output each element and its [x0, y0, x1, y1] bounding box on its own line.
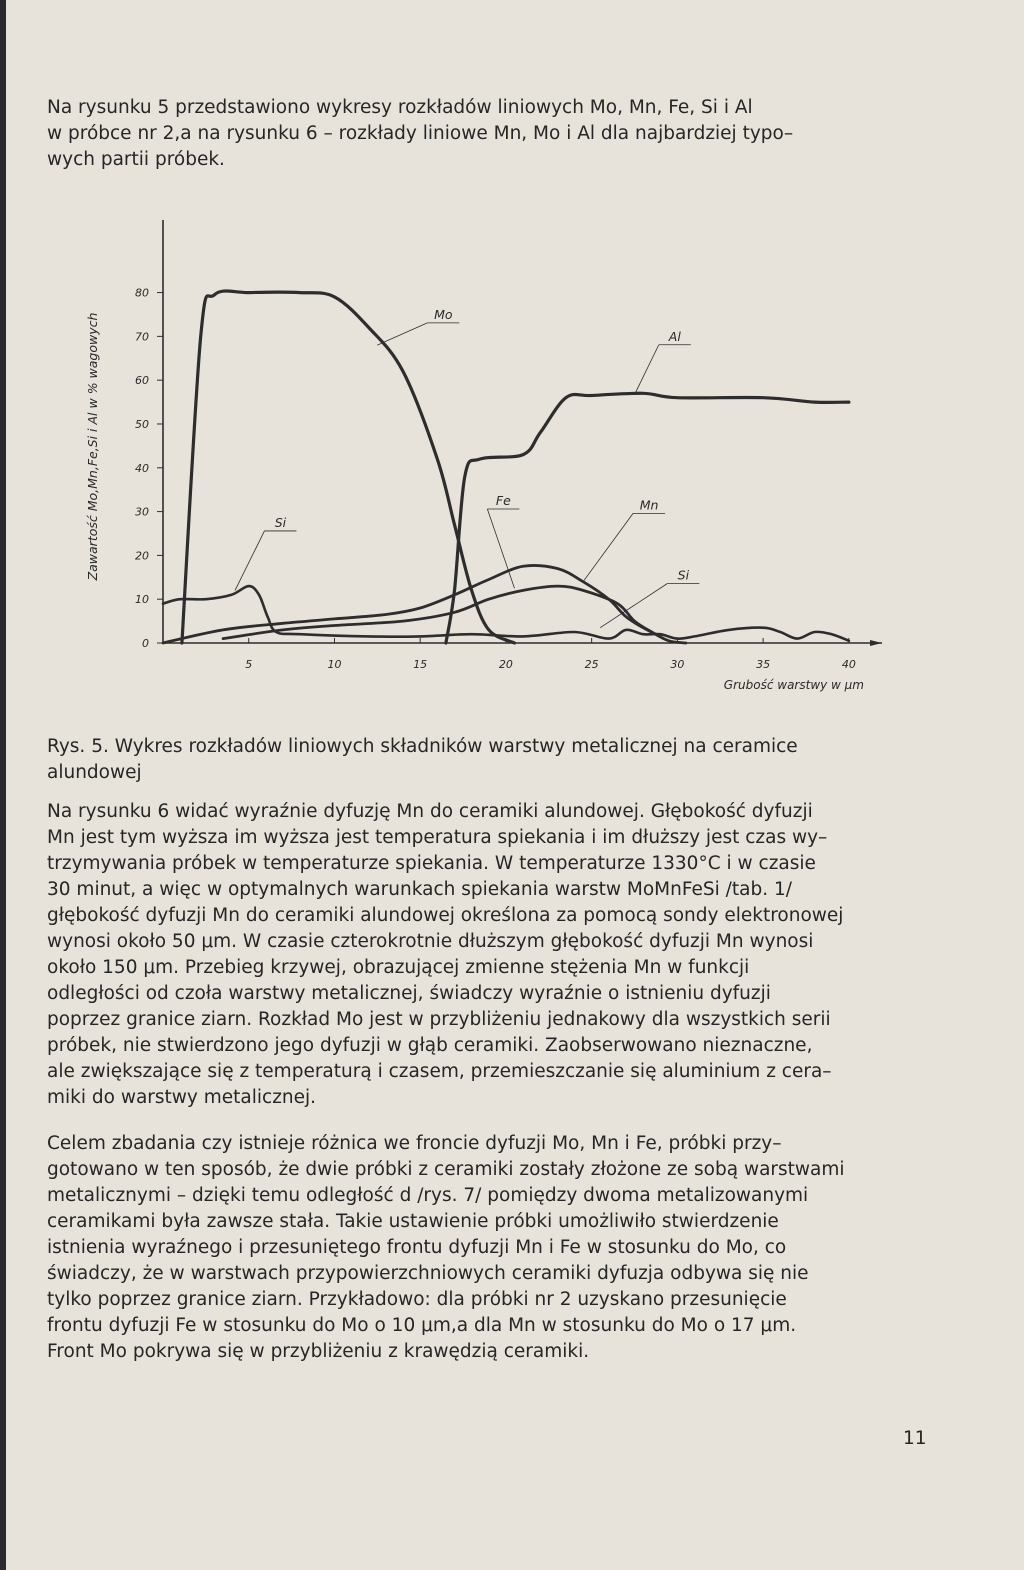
chart-axes: [157, 220, 882, 646]
y-tick-label: 50: [135, 417, 149, 431]
leader-line-mo: [377, 323, 427, 345]
y-tick-label: 60: [135, 374, 149, 388]
body-paragraph-1: [47, 799, 929, 1111]
text-line: gotowano w ten sposób, że dwie próbki z ceramiki zostały złożone ze sobą warstwami: [47, 1159, 845, 1180]
text-line: świadczy, że w warstwach przypowierzchniowych ceramiki dyfuzja odbywa się nie: [47, 1263, 809, 1284]
leader-line-al: [635, 345, 659, 395]
text-line: miki do warstwy metalicznej.: [47, 1087, 317, 1108]
y-tick-label: 80: [135, 286, 149, 300]
text-line: metalicznymi – dzięki temu odległość d /rys. 7/ pomiędzy dwoma metalizowanymi: [47, 1185, 809, 1206]
text-line: ale zwiększające się z temperaturą i czasem, przemieszczanie się aluminium z cera–: [47, 1061, 832, 1082]
text-line: próbek, nie stwierdzono jego dyfuzji w głąb ceramiki. Zaobserwowano nieznaczne,: [47, 1035, 813, 1056]
text-line: Celem zbadania czy istnieje różnica we froncie dyfuzji Mo, Mn i Fe, próbki przy–: [47, 1133, 782, 1154]
text-line: wych partii próbek.: [47, 149, 225, 170]
series-label-fe: Fe: [495, 493, 511, 509]
series-label-mo: Mo: [434, 306, 453, 322]
text-line: Front Mo pokrywa się w przybliżeniu z krawędzią ceramiki.: [47, 1341, 590, 1362]
text-line: głębokość dyfuzji Mn do ceramiki alundowej określona za pomocą sondy elektronowej: [47, 905, 844, 926]
series-label-si: Si: [677, 567, 690, 583]
series-label-si-left: Si: [274, 514, 287, 530]
series-al-line: [446, 393, 849, 643]
y-tick-label: 40: [135, 461, 149, 475]
text-line: trzymywania próbek w temperaturze spiekania. W temperaturze 1330°C i w czasie: [47, 853, 816, 874]
text-line: frontu dyfuzji Fe w stosunku do Mo o 10 μm,a dla Mn w stosunku do Mo o 17 μm.: [47, 1315, 797, 1336]
x-tick-label: 30: [670, 658, 685, 671]
y-tick-label: 0: [142, 637, 149, 650]
x-tick-label: 15: [413, 658, 428, 671]
x-tick-label: 20: [498, 658, 513, 671]
x-axis-arrow: [870, 640, 882, 646]
x-tick-label: 35: [756, 658, 771, 671]
intro-paragraph: [47, 95, 929, 173]
text-line: w próbce nr 2,a na rysunku 6 – rozkłady liniowe Mn, Mo i Al dla najbardziej typo–: [47, 123, 794, 144]
line-profile-chart: [70, 210, 890, 700]
y-axis-title: Zawartość Mo,Mn,Fe,Si i Al w % wagowych: [85, 312, 100, 581]
x-tick-label: 40: [841, 658, 856, 671]
y-tick-label: 70: [135, 330, 149, 344]
series-label-al: Al: [668, 328, 681, 344]
y-tick-label: 10: [135, 593, 149, 607]
leader-line-fe: [487, 509, 514, 588]
text-line: odległości od czoła warstwy metalicznej, świadczy wyraźnie o istnieniu dyfuzji: [47, 983, 771, 1004]
text-line: poprzez granice ziarn. Rozkład Mo jest w przybliżeniu jednakowy dla wszystkich serii: [47, 1009, 831, 1030]
series-mn-line: [163, 566, 660, 643]
chart-curves: [163, 291, 849, 643]
text-line: Na rysunku 5 przedstawiono wykresy rozkładów liniowych Mo, Mn, Fe, Si i Al: [47, 97, 753, 118]
text-line: około 150 μm. Przebieg krzywej, obrazującej zmienne stężenia Mn w funkcji: [47, 957, 750, 978]
page-edge: [0, 0, 6, 1570]
chart-labels: [85, 287, 864, 692]
text-line: ceramikami była zawsze stała. Takie ustawienie próbki umożliwiło stwierdzenie: [47, 1211, 779, 1232]
x-tick-label: 25: [584, 658, 599, 671]
x-tick-label: 10: [327, 658, 342, 671]
y-tick-label: 30: [135, 505, 149, 519]
text-line: wynosi około 50 μm. W czasie czterokrotnie dłuższym głębokość dyfuzji Mn wynosi: [47, 931, 814, 952]
caption-line: Rys. 5. Wykres rozkładów liniowych składników warstwy metalicznej na ceramice: [47, 736, 798, 757]
text-line: Mn jest tym wyższa im wyższa jest temperatura spiekania i im dłuższy jest czas wy–: [47, 827, 828, 848]
leader-line-mn: [583, 513, 633, 581]
x-tick-label: 5: [245, 658, 253, 671]
series-label-mn: Mn: [639, 497, 659, 513]
text-line: Na rysunku 6 widać wyraźnie dyfuzję Mn do ceramiki alundowej. Głębokość dyfuzji: [47, 801, 813, 822]
x-axis-title: Grubość warstwy w μm: [723, 678, 864, 692]
body-paragraph-2: [47, 1131, 929, 1365]
text-line: istnienia wyraźnego i przesuniętego frontu dyfuzji Mn i Fe w stosunku do Mo, co: [47, 1237, 787, 1258]
page-number: 11: [903, 1428, 927, 1449]
caption-line: alundowej: [47, 762, 142, 783]
y-tick-label: 20: [135, 549, 149, 563]
leader-line-si-left: [235, 531, 264, 591]
text-line: tylko poprzez granice ziarn. Przykładowo: dla próbki nr 2 uzyskano przesunięcie: [47, 1289, 787, 1310]
figure-caption: [47, 734, 929, 786]
text-line: 30 minut, a więc w optymalnych warunkach spiekania warstw MoMnFeSi /tab. 1/: [47, 879, 792, 900]
